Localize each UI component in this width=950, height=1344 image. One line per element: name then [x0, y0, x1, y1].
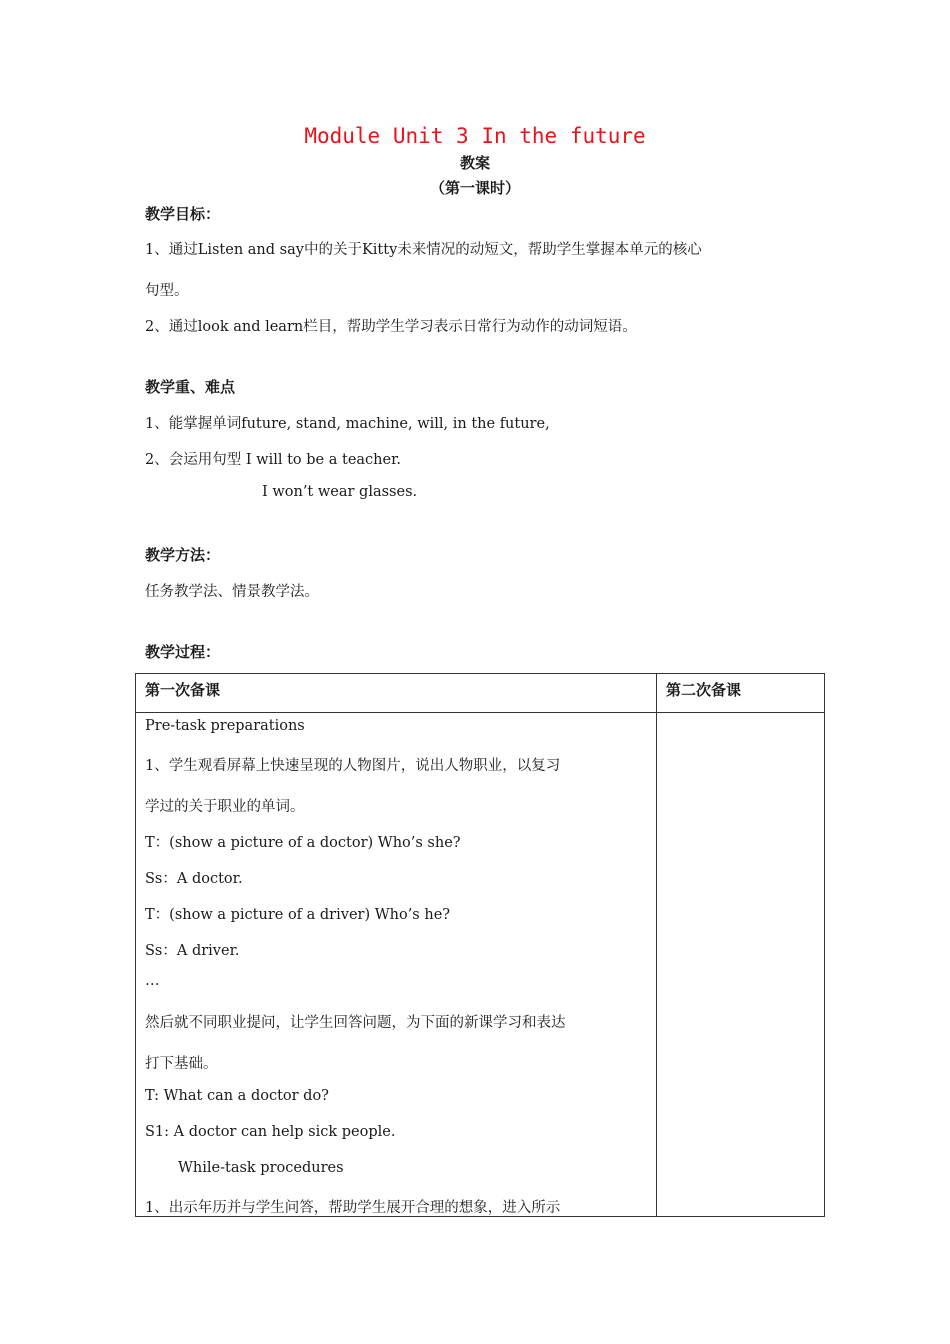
- keypoint-line: 2、会运用句型 I will to be a teacher.: [145, 452, 402, 468]
- table-line: T: What can a doctor do?: [145, 1088, 329, 1104]
- second-prep-header: 第二次备课: [657, 674, 825, 713]
- document-subtitle: 教案: [459, 154, 490, 172]
- first-prep-header: 第一次备课: [136, 674, 657, 713]
- table-line: 学过的关于职业的单词。: [145, 799, 305, 815]
- table-line: 然后就不同职业提问，让学生回答问题，为下面的新课学习和表达: [145, 1015, 566, 1031]
- table-line: T：(show a picture of a driver) Who’s he?: [145, 907, 451, 923]
- objective-line: 2、通过look and learn栏目，帮助学生学习表示日常行为动作的动词短语。: [145, 319, 637, 335]
- table-line: T：(show a picture of a doctor) Who’s she?: [145, 835, 461, 851]
- lesson-period: （第一课时）: [429, 179, 520, 197]
- table-line: Pre-task preparations: [145, 718, 305, 734]
- table-line: 1、出示年历并与学生问答，帮助学生展开合理的想象，进入所示: [145, 1200, 561, 1216]
- table-line: …: [145, 973, 160, 989]
- document-title: Module Unit 3 In the future: [304, 124, 646, 148]
- keypoints-heading: 教学重、难点: [145, 378, 236, 396]
- table-line: While-task procedures: [178, 1160, 344, 1176]
- first-prep-content: [136, 713, 657, 1217]
- process-heading: 教学过程：: [145, 643, 221, 661]
- objective-line: 1、通过Listen and say中的关于Kitty未来情况的动短文，帮助学生掌握本单元的核心: [145, 242, 702, 258]
- objectives-heading: 教学目标：: [145, 205, 221, 223]
- methods-heading: 教学方法：: [145, 546, 221, 564]
- table-line: S1: A doctor can help sick people.: [145, 1124, 396, 1140]
- table-line: 打下基础。: [145, 1056, 218, 1072]
- table-line: Ss：A driver.: [145, 943, 240, 959]
- keypoint-line: I won’t wear glasses.: [262, 484, 418, 500]
- table-line: 1、学生观看屏幕上快速呈现的人物图片，说出人物职业，以复习: [145, 758, 561, 774]
- second-prep-content: [657, 713, 825, 1217]
- objective-line: 句型。: [145, 283, 189, 299]
- methods-text: 任务教学法、情景教学法。: [145, 584, 319, 600]
- table-line: Ss：A doctor.: [145, 871, 243, 887]
- keypoint-line: 1、能掌握单词future, stand, machine, will, in the future,: [145, 416, 550, 432]
- lesson-plan-table: [135, 673, 825, 1217]
